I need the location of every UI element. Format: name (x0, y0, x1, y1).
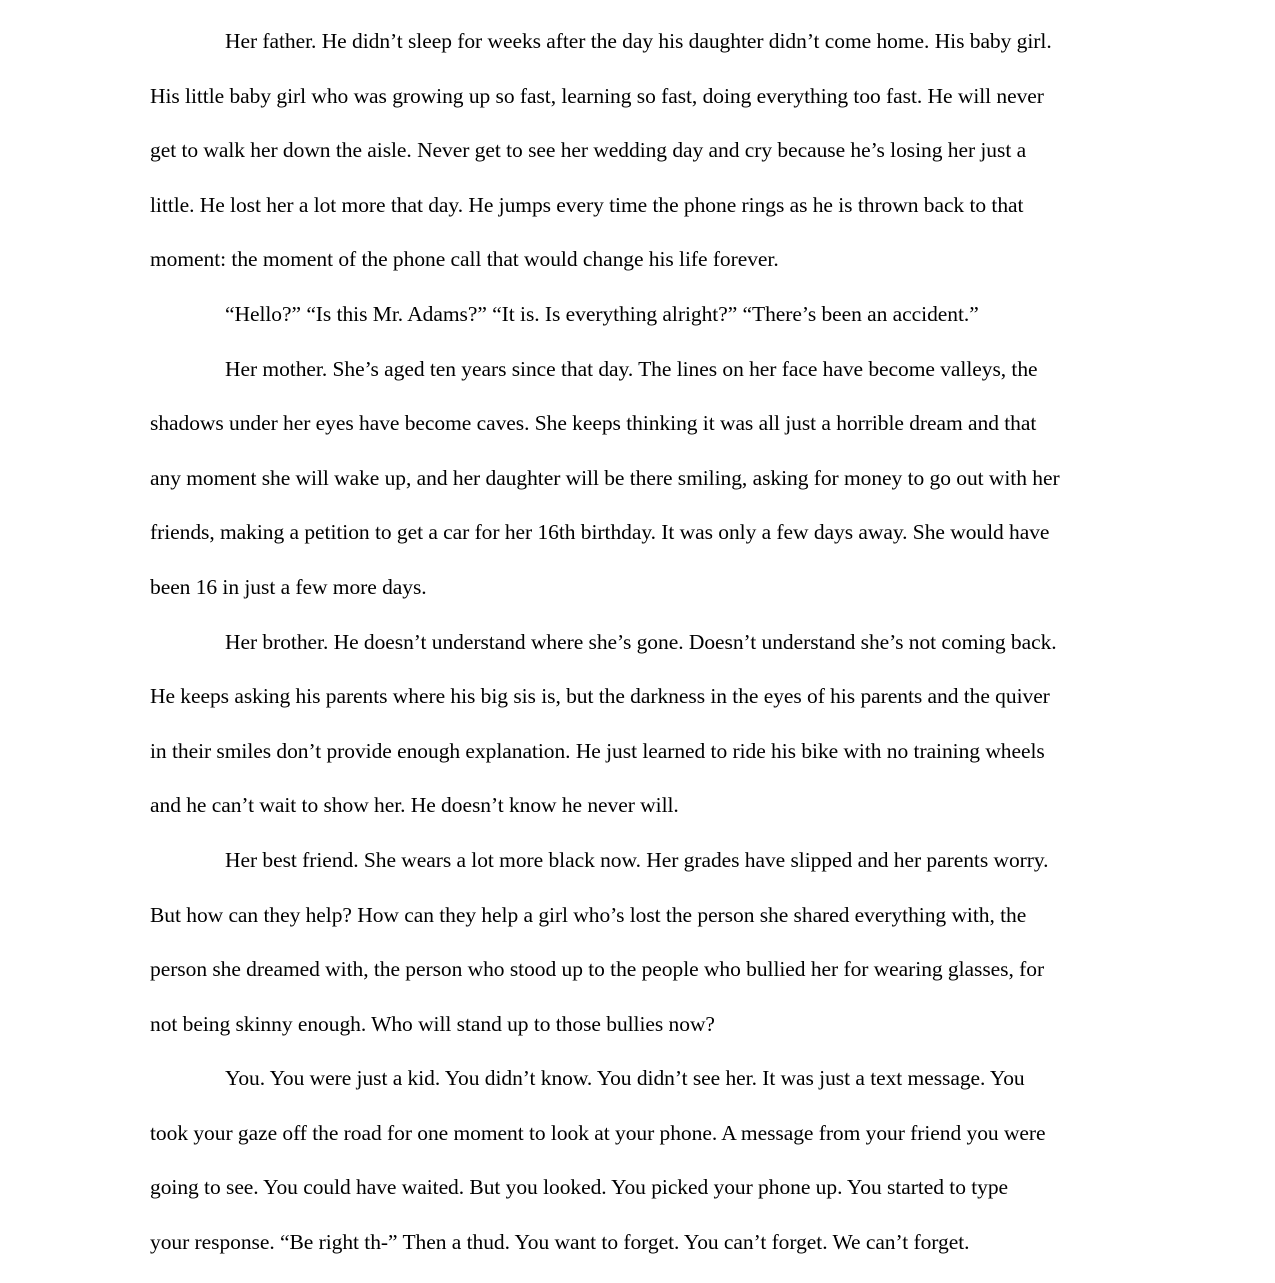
text-line: your response. “Be right th-” Then a thud. You want to forget. You can’t forget. We can’t forget. (150, 1230, 970, 1255)
text-line: little. He lost her a lot more that day. He jumps every time the phone rings as he is thrown back to that (150, 192, 1024, 217)
text-line: in their smiles don’t provide enough explanation. He just learned to ride his bike with no training wheels (150, 738, 1045, 763)
text-line: Her brother. He doesn’t understand where she’s gone. Doesn’t understand she’s not coming back. (225, 629, 1057, 654)
text-line: shadows under her eyes have become caves. She keeps thinking it was all just a horrible dream and that (150, 411, 1037, 436)
text-line: His little baby girl who was growing up so fast, learning so fast, doing everything too fast. He will never (150, 83, 1044, 108)
text-line: get to walk her down the aisle. Never get to see her wedding day and cry because he’s losing her just a (150, 138, 1027, 163)
text-line: Her mother. She’s aged ten years since that day. The lines on her face have become valleys, the (225, 356, 1038, 381)
text-line: been 16 in just a few more days. (150, 574, 427, 599)
text-line: He keeps asking his parents where his big sis is, but the darkness in the eyes of his parents and the quiver (150, 684, 1050, 709)
dialogue-line: “Hello?” “Is this Mr. Adams?” “It is. Is everything alright?” “There’s been an accident.” (225, 301, 979, 326)
document-body (150, 22, 1135, 1278)
text-line: Her father. He didn’t sleep for weeks after the day his daughter didn’t come home. His baby girl. (225, 29, 1052, 53)
text-line: moment: the moment of the phone call that would change his life forever. (150, 247, 779, 272)
text-line: going to see. You could have waited. But you looked. You picked your phone up. You started to type (150, 1175, 1009, 1200)
text-line: and he can’t wait to show her. He doesn’t know he never will. (150, 793, 679, 818)
text-line: not being skinny enough. Who will stand up to those bullies now? (150, 1011, 715, 1036)
text-line: took your gaze off the road for one moment to look at your phone. A message from your friend you were (150, 1120, 1046, 1145)
text-line: Her best friend. She wears a lot more black now. Her grades have slipped and her parents worry. (225, 847, 1049, 872)
text-line: any moment she will wake up, and her daughter will be there smiling, asking for money to go out with her (150, 465, 1060, 490)
text-line: You. You were just a kid. You didn’t know. You didn’t see her. It was just a text message. You (225, 1066, 1025, 1091)
text-line: person she dreamed with, the person who stood up to the people who bullied her for wearing glasses, for (150, 957, 1045, 982)
text-line: But how can they help? How can they help a girl who’s lost the person she shared everything with, the (150, 902, 1027, 927)
text-line: friends, making a petition to get a car for her 16th birthday. It was only a few days away. She would have (150, 520, 1050, 545)
